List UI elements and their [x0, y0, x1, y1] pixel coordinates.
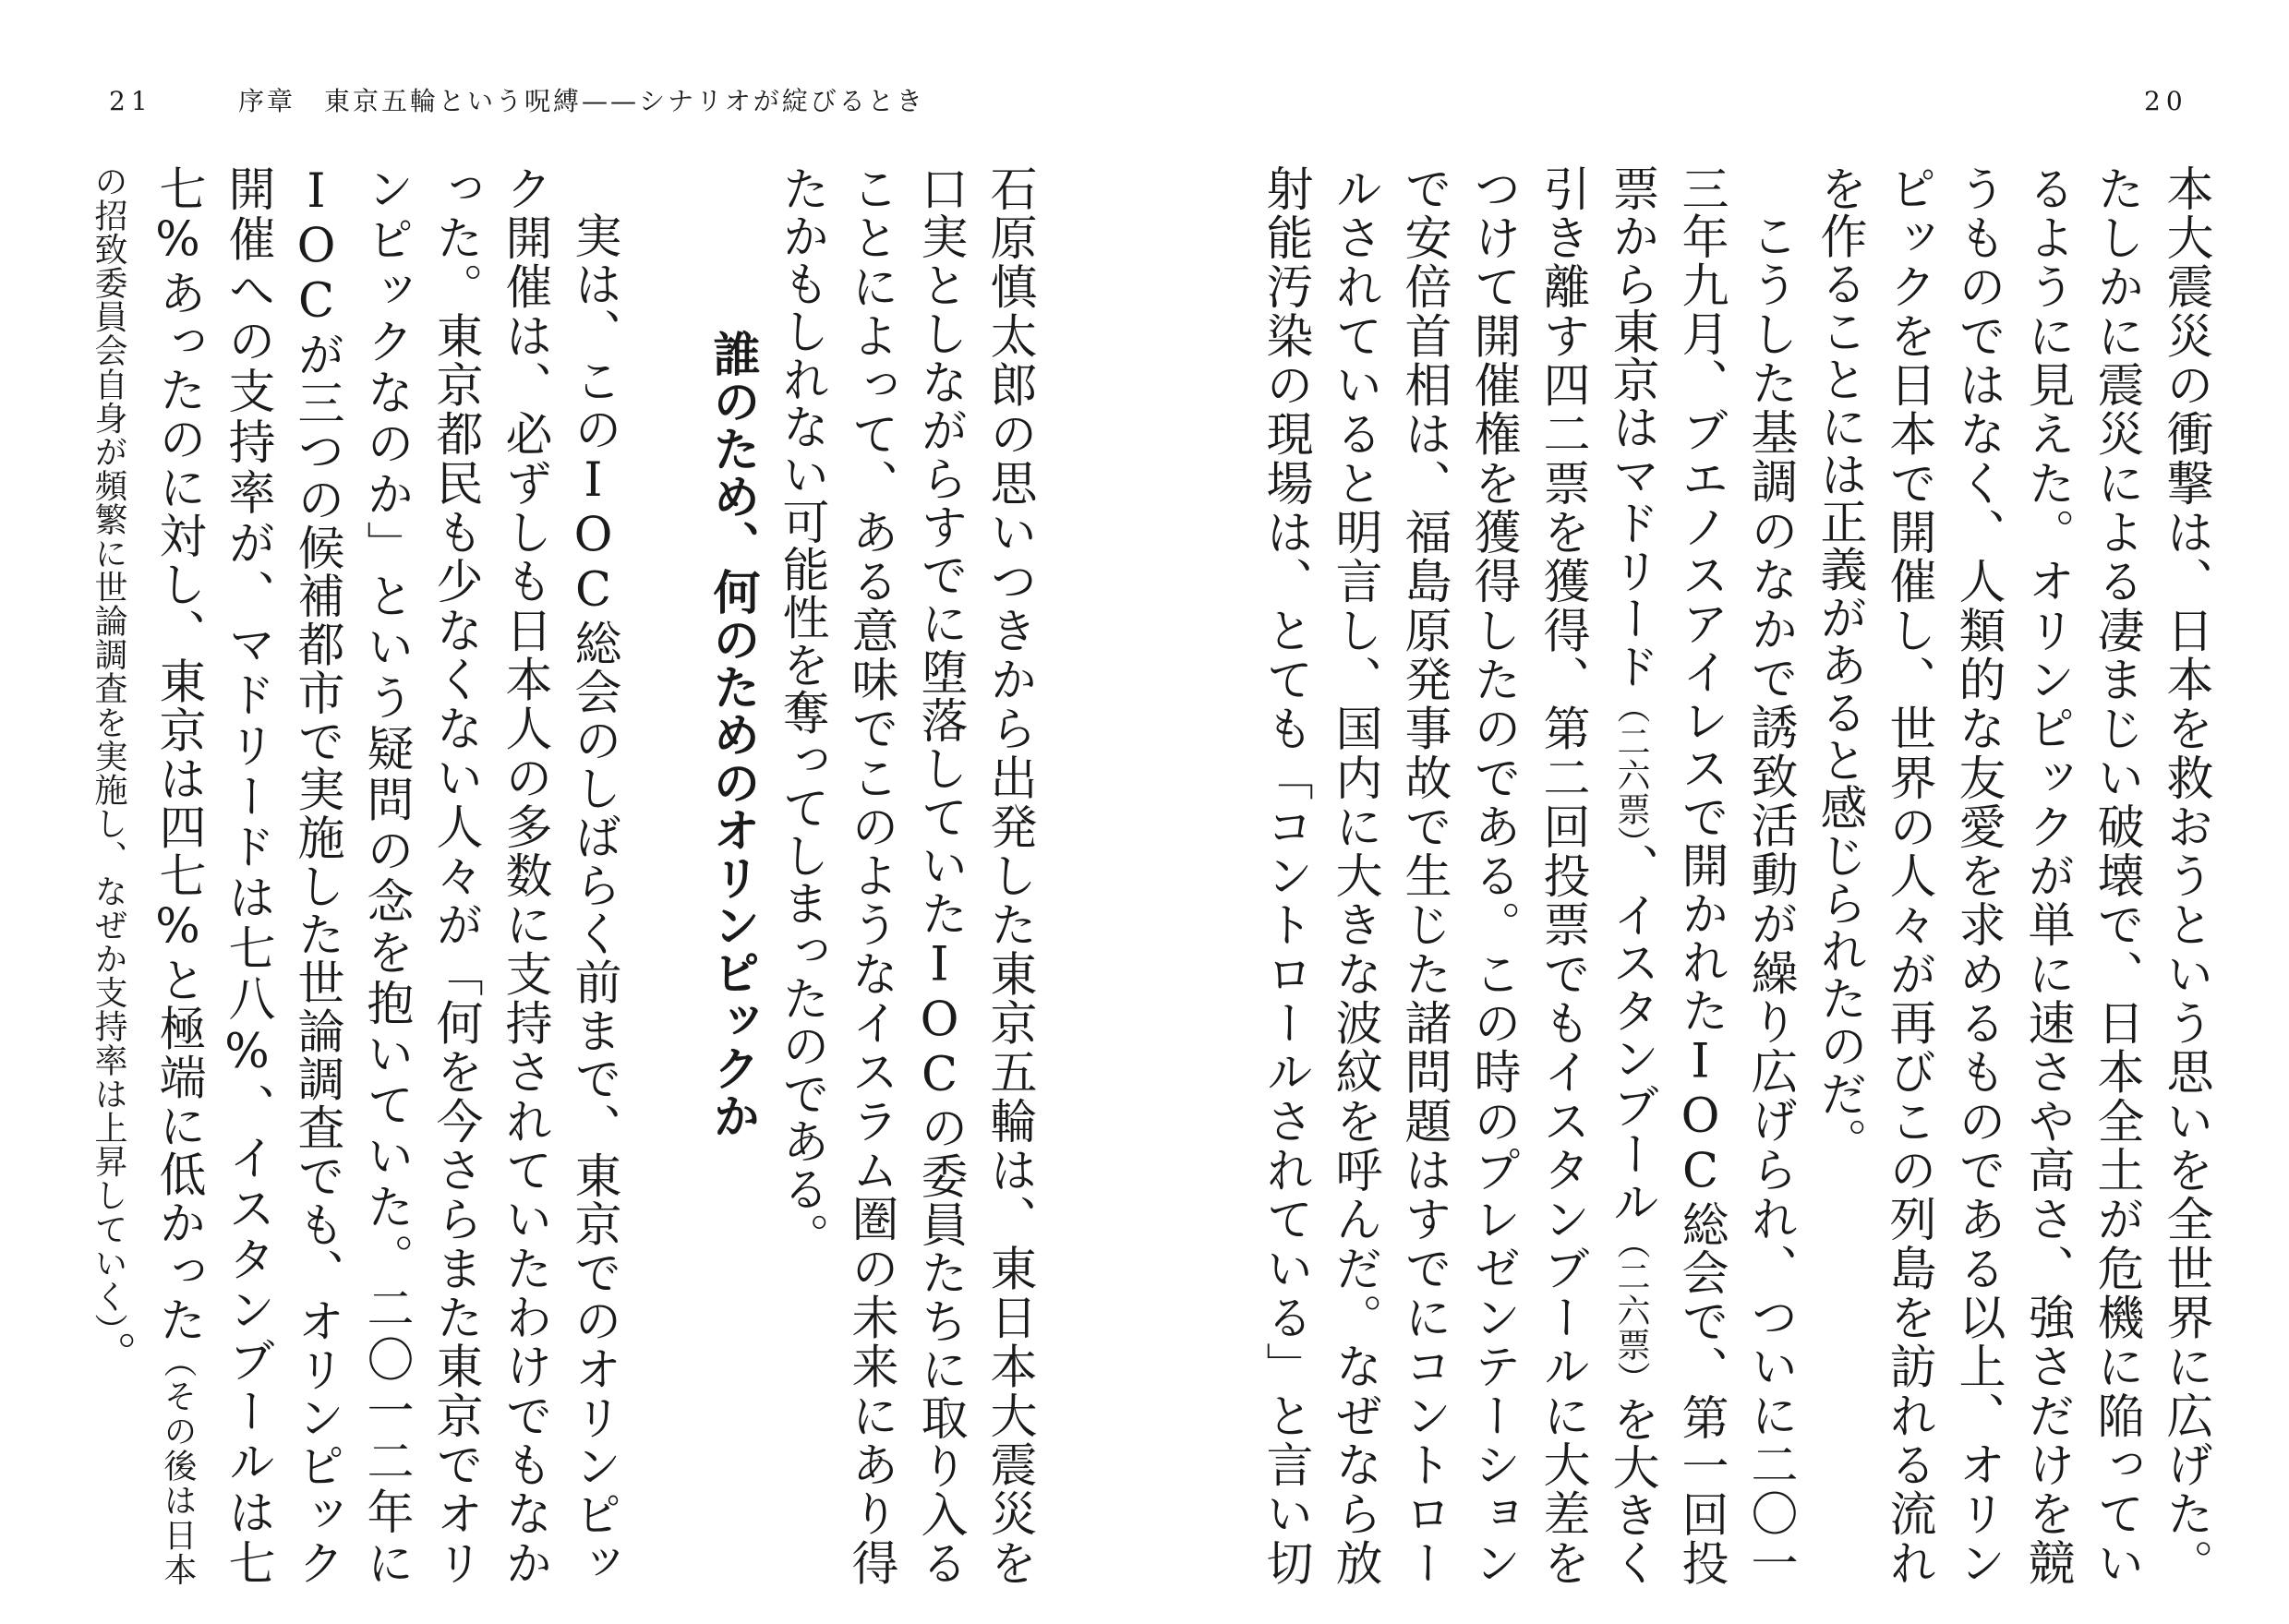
right-page-body [1258, 164, 2220, 1586]
right-paragraph-2-part-b: 、イスタンブール [1604, 843, 1658, 1226]
right-page-number: 20 [2144, 86, 2188, 116]
istanbul-vote-note: （二六票） [1612, 1225, 1650, 1396]
section-heading: 誰のため、何のためのオリンピックか [705, 329, 760, 1139]
running-title: 序章 東京五輪という呪縛——シナリオが綻びるとき [238, 86, 925, 116]
poll-note: （その後は日本の招致委員会自身が頻繁に世論調査を実施し、なぜか支持率は上昇していく） [90, 164, 197, 1586]
left-paragraph-2-end: 。 [81, 1330, 136, 1378]
left-page-body [81, 164, 1043, 1586]
right-paragraph-2-part-a: こうした基調のなかで誘致活動が繰り広げられ、ついに二〇一三年九月、ブエノスアイレスで開かれたIOC総会で、第一回投票から東京はマドリード [1604, 164, 1797, 1586]
right-paragraph-2 [1258, 164, 1804, 1586]
madrid-vote-note: （二六票） [1612, 690, 1650, 844]
right-paragraph-1: 本大震災の衝撃は、日本を救おうという思いを全世界に広げた。たしかに震災による凄まじい破壊で、日本全土が危機に陥っているように見えた。オリンピックが単に速さや高さ、強さだけを競うものではなく、人類的な友愛を求めるものである以上、オリンピックを日本で開催し、世界の人々が再びこの列島を訪れる流れを作ることには正義があると感じられたのだ。 [1812, 164, 2212, 1586]
left-paragraph-2-main: 実は、このIOC総会のしばらく前まで、東京でのオリンピック開催は、必ずしも日本人の多数に支持されていたわけでもなかった。東京都民も少なくない人々が「何を今さらまた東京でオリンピックなのか」という疑問の念を抱いていた。二〇一二年にIOCが三つの候補都市で実施した世論調査でも、オリンピック開催への支持率が、マドリードは七八%、イスタンブールは七七%あったのに対し、東京は四七%と極端に低かった [151, 164, 620, 1586]
left-paragraph-1: 石原慎太郎の思いつきから出発した東京五輪は、東日本大震災を口実としながらすでに堕落していたIOCの委員たちに取り入ることによって、ある意味でこのようなイスラム圏の未来にあり得たかもしれない可能性を奪ってしまったのである。 [774, 164, 1036, 1586]
left-paragraph-2 [81, 164, 628, 1586]
right-paragraph-2-part-c: を大きく引き離す四二票を獲得、第二回投票でもイスタンブールに大差をつけて開催権を獲得したのである。この時のプレゼンテーションで安倍首相は、福島原発事故で生じた諸問題はすでにコントロールされていると明言し、国内に大きな波紋を呼んだ。なぜなら放射能汚染の現場は、とても「コントロールされている」と言い切 [1258, 164, 1658, 1586]
left-page-number: 21 [109, 86, 153, 116]
